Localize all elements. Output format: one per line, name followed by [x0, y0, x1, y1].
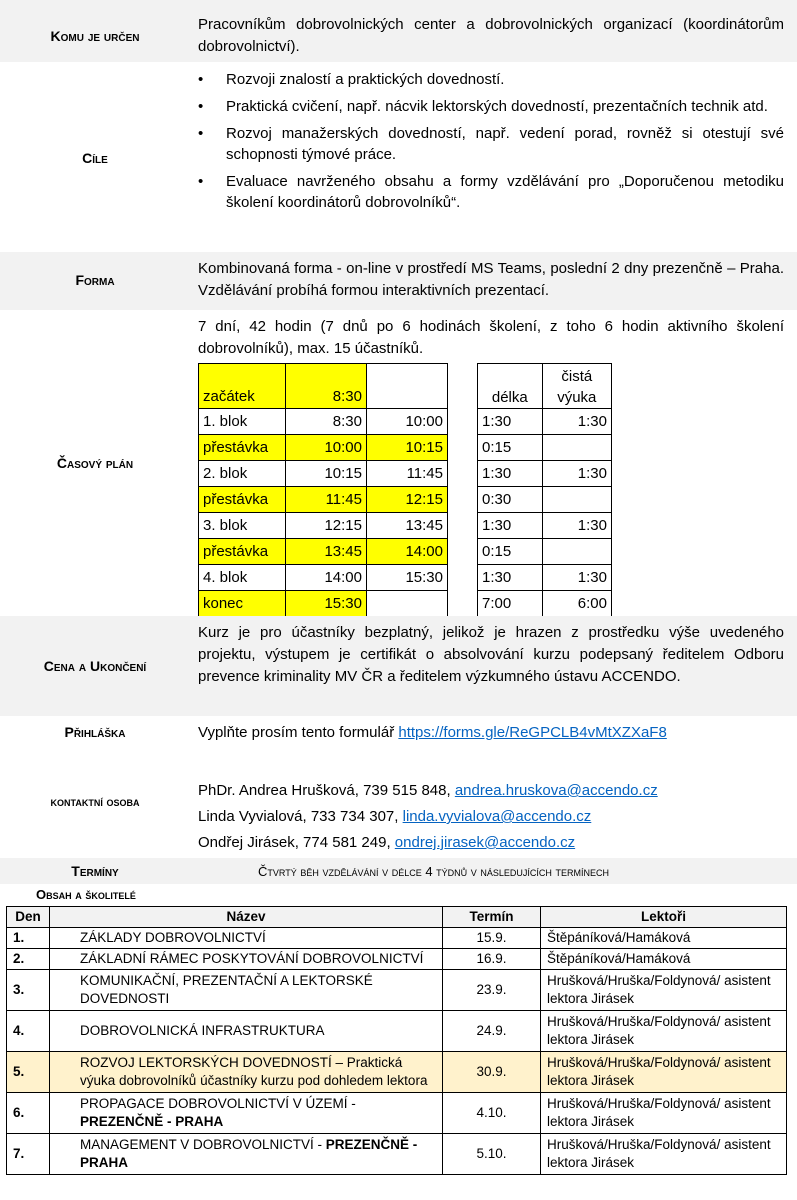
schedule-cell: přestávka	[199, 487, 286, 513]
schedule-cell: začátek	[199, 364, 286, 409]
goal-item: • Rozvoji znalostí a praktických dovedností.	[198, 69, 784, 90]
goal-item: • Praktická cvičení, např. nácvik lektorských dovedností, prezentačních technik atd.	[198, 96, 784, 117]
durations-cell: 6:00	[542, 591, 611, 617]
contact-email-link[interactable]: linda.vyvialova@accendo.cz	[402, 808, 592, 825]
course-day: 2.	[7, 949, 50, 970]
schedule-row	[199, 565, 448, 591]
course-date: 15.9.	[443, 928, 541, 949]
label-forma: Forma	[75, 272, 115, 288]
schedule-row	[199, 461, 448, 487]
course-day: 3.	[7, 970, 50, 1011]
text-komu: Pracovníkům dobrovolnických center a dobrovolnických organizací (koordinátorům dobrovolnictví).	[198, 16, 784, 55]
schedule-cell: 15:30	[286, 591, 367, 617]
schedule-row	[199, 513, 448, 539]
course-day: 6.	[7, 1093, 50, 1134]
course-title-text: KOMUNIKAČNÍ, PREZENTAČNÍ A LEKTORSKÉ DOVEDNOSTI	[80, 973, 373, 1006]
schedule-cell: 11:45	[286, 487, 367, 513]
contact-person	[198, 778, 784, 804]
course-title	[50, 1134, 443, 1175]
course-table-header-cell: Den	[7, 907, 50, 928]
durations-cell: 1:30	[478, 565, 543, 591]
durations-cell: 0:30	[478, 487, 543, 513]
schedule-cell: 11:45	[367, 461, 448, 487]
course-table-header-cell: Termín	[443, 907, 541, 928]
course-title	[50, 1011, 443, 1052]
durations-cell: 1:30	[478, 409, 543, 435]
section-cile	[0, 62, 797, 252]
course-title-text: ZÁKLADNÍ RÁMEC POSKYTOVÁNÍ DOBROVOLNICTVÍ	[80, 951, 424, 966]
text-prihlaska	[198, 722, 784, 744]
schedule-cell: 2. blok	[199, 461, 286, 487]
course-row	[7, 1093, 787, 1134]
course-table	[6, 906, 787, 1175]
schedule-row	[199, 364, 448, 409]
course-title-text: ZÁKLADY DOBROVOLNICTVÍ	[80, 930, 266, 945]
schedule-cell: 8:30	[286, 364, 367, 409]
durations-cell: 0:15	[478, 539, 543, 565]
schedule-cell: 10:15	[286, 461, 367, 487]
course-lecturers: Štěpáníková/Hamáková	[541, 949, 787, 970]
schedule-cell: 12:15	[286, 513, 367, 539]
durations-header-cell: čistá výuka	[542, 364, 611, 409]
contact-text: PhDr. Andrea Hrušková, 739 515 848,	[198, 782, 455, 799]
contact-email-link[interactable]: andrea.hruskova@accendo.cz	[454, 782, 658, 799]
contact-person	[198, 830, 784, 856]
schedule-cell: přestávka	[199, 539, 286, 565]
goals-list-wrap	[198, 69, 784, 219]
durations-row	[478, 461, 612, 487]
course-title-text: DOBROVOLNICKÁ INFRASTRUKTURA	[80, 1023, 325, 1038]
course-table-header	[7, 907, 787, 928]
schedule-cell: 15:30	[367, 565, 448, 591]
schedule-cell: 10:00	[367, 409, 448, 435]
schedule-cell: 8:30	[286, 409, 367, 435]
schedule-cell: přestávka	[199, 435, 286, 461]
section-cena	[0, 616, 797, 716]
durations-table	[477, 363, 612, 617]
course-lecturers: Hrušková/Hruška/Foldynová/ asistent lektora Jirásek	[541, 1134, 787, 1175]
section-komu	[0, 0, 797, 62]
label-cile: Cíle	[82, 150, 108, 166]
prihlaska-text: Vyplňte prosím tento formulář	[198, 724, 399, 741]
durations-row	[478, 539, 612, 565]
label-kontakt: kontaktní osoba	[50, 794, 140, 809]
label-terminy: Termíny	[71, 863, 119, 879]
schedule-row	[199, 487, 448, 513]
prihlaska-link[interactable]: https://forms.gle/ReGPCLB4vMtXZXaF8	[398, 724, 667, 741]
section-kontakt	[0, 758, 797, 858]
schedule-table	[198, 363, 448, 617]
course-table-header-cell: Lektoři	[541, 907, 787, 928]
label-komu: Komu je určen	[50, 28, 140, 44]
course-title-text: ROZVOJ LEKTORSKÝCH DOVEDNOSTÍ – Praktická výuka dobrovolníků účastníky kurzu pod dohledem lektora	[80, 1055, 428, 1088]
text-terminy: Čtvrtý běh vzdělávání v délce 4 týdnů v následujících termínech	[258, 864, 610, 879]
course-title-bold: PREZENČNĚ - PRAHA	[80, 1114, 224, 1129]
section-terminy	[0, 858, 797, 884]
section-forma	[0, 252, 797, 310]
course-table-header-cell: Název	[50, 907, 443, 928]
durations-header-cell: délka	[478, 364, 543, 409]
course-day: 5.	[7, 1052, 50, 1093]
durations-row	[478, 487, 612, 513]
durations-cell: 1:30	[542, 409, 611, 435]
schedule-cell: 10:15	[367, 435, 448, 461]
course-row	[7, 1134, 787, 1175]
course-row	[7, 1011, 787, 1052]
course-date: 4.10.	[443, 1093, 541, 1134]
durations-cell: 0:15	[478, 435, 543, 461]
course-row	[7, 970, 787, 1011]
schedule-row	[199, 409, 448, 435]
schedule-cell: 4. blok	[199, 565, 286, 591]
schedule-cell: 1. blok	[199, 409, 286, 435]
course-date: 23.9.	[443, 970, 541, 1011]
label-plan: Časový plán	[56, 455, 134, 471]
course-lecturers: Hrušková/Hruška/Foldynová/ asistent lektora Jirásek	[541, 970, 787, 1011]
contact-list	[198, 778, 784, 856]
durations-row	[478, 409, 612, 435]
course-lecturers: Hrušková/Hruška/Foldynová/ asistent lektora Jirásek	[541, 1093, 787, 1134]
course-date: 16.9.	[443, 949, 541, 970]
contact-text: Linda Vyvialová, 733 734 307,	[198, 808, 403, 825]
schedule-cell: 3. blok	[199, 513, 286, 539]
goals-list	[198, 69, 784, 213]
schedule-cell: 14:00	[286, 565, 367, 591]
durations-cell: 1:30	[542, 461, 611, 487]
schedule-cell	[367, 364, 448, 409]
durations-row	[478, 591, 612, 617]
course-title	[50, 949, 443, 970]
text-cena: Kurz je pro účastníky bezplatný, jelikož je hrazen z prostředku výše uvedeného projektu, výstupem je certifikát o absolvování kurzu podepsaný ředitelem Odboru prevence kriminality MV ČR a ředitelem výzkumného ústavu ACCENDO.	[198, 624, 784, 685]
schedule-row	[199, 435, 448, 461]
label-cena: Cena a Ukončení	[43, 658, 147, 674]
label-obsah: Obsah a školitelé	[36, 887, 136, 902]
durations-cell	[542, 539, 611, 565]
course-date: 5.10.	[443, 1134, 541, 1175]
course-lecturers: Hrušková/Hruška/Foldynová/ asistent lektora Jirásek	[541, 1011, 787, 1052]
durations-header-row	[478, 364, 612, 409]
durations-cell: 7:00	[478, 591, 543, 617]
course-title	[50, 1052, 443, 1093]
schedule-cell: 12:15	[367, 487, 448, 513]
label-prihlaska: Přihláška	[64, 724, 126, 740]
course-title-text: PROPAGACE DOBROVOLNICTVÍ V ÚZEMÍ -	[80, 1096, 356, 1111]
contact-person	[198, 804, 784, 830]
schedule-cell: 13:45	[367, 513, 448, 539]
course-lecturers: Hrušková/Hruška/Foldynová/ asistent lektora Jirásek	[541, 1052, 787, 1093]
durations-cell: 1:30	[478, 461, 543, 487]
course-row	[7, 928, 787, 949]
schedule-cell: 13:45	[286, 539, 367, 565]
durations-cell	[542, 435, 611, 461]
course-lecturers: Štěpáníková/Hamáková	[541, 928, 787, 949]
course-row	[7, 949, 787, 970]
section-plan	[0, 310, 797, 616]
course-title	[50, 928, 443, 949]
course-day: 7.	[7, 1134, 50, 1175]
durations-cell: 1:30	[542, 565, 611, 591]
schedule-row	[199, 591, 448, 617]
course-title	[50, 1093, 443, 1134]
course-title	[50, 970, 443, 1011]
course-day: 4.	[7, 1011, 50, 1052]
course-title-text: MANAGEMENT V DOBROVOLNICTVÍ -	[80, 1137, 326, 1152]
text-plan-intro: 7 dní, 42 hodin (7 dnů po 6 hodinách školení, z toho 6 hodin aktivního školení dobrovolníků), max. 15 účastníků.	[198, 318, 784, 357]
goal-item: • Rozvoj manažerských dovedností, např. vedení porad, rovněž si otestují své schopnosti týmové práce.	[198, 123, 784, 165]
course-day: 1.	[7, 928, 50, 949]
schedule-cell: 14:00	[367, 539, 448, 565]
course-date: 24.9.	[443, 1011, 541, 1052]
durations-cell	[542, 487, 611, 513]
schedule-cell: konec	[199, 591, 286, 617]
durations-row	[478, 513, 612, 539]
durations-cell: 1:30	[478, 513, 543, 539]
course-date: 30.9.	[443, 1052, 541, 1093]
contact-email-link[interactable]: ondrej.jirasek@accendo.cz	[394, 834, 576, 851]
schedule-cell	[367, 591, 448, 617]
section-prihlaska	[0, 716, 797, 758]
course-row	[7, 1052, 787, 1093]
goal-item: • Evaluace navrženého obsahu a formy vzdělávání pro „Doporučenou metodiku školení koordinátorů dobrovolníků“.	[198, 171, 784, 213]
durations-row	[478, 565, 612, 591]
contact-text: Ondřej Jirásek, 774 581 249,	[198, 834, 395, 851]
durations-row	[478, 435, 612, 461]
durations-cell: 1:30	[542, 513, 611, 539]
schedule-cell: 10:00	[286, 435, 367, 461]
schedule-row	[199, 539, 448, 565]
course-title-bold: PREZENČNĚ - PRAHA	[80, 1137, 418, 1170]
text-forma: Kombinovaná forma - on-line v prostředí MS Teams, poslední 2 dny prezenčně – Praha. Vzdělávání probíhá formou interaktivních prezentací.	[198, 260, 784, 299]
